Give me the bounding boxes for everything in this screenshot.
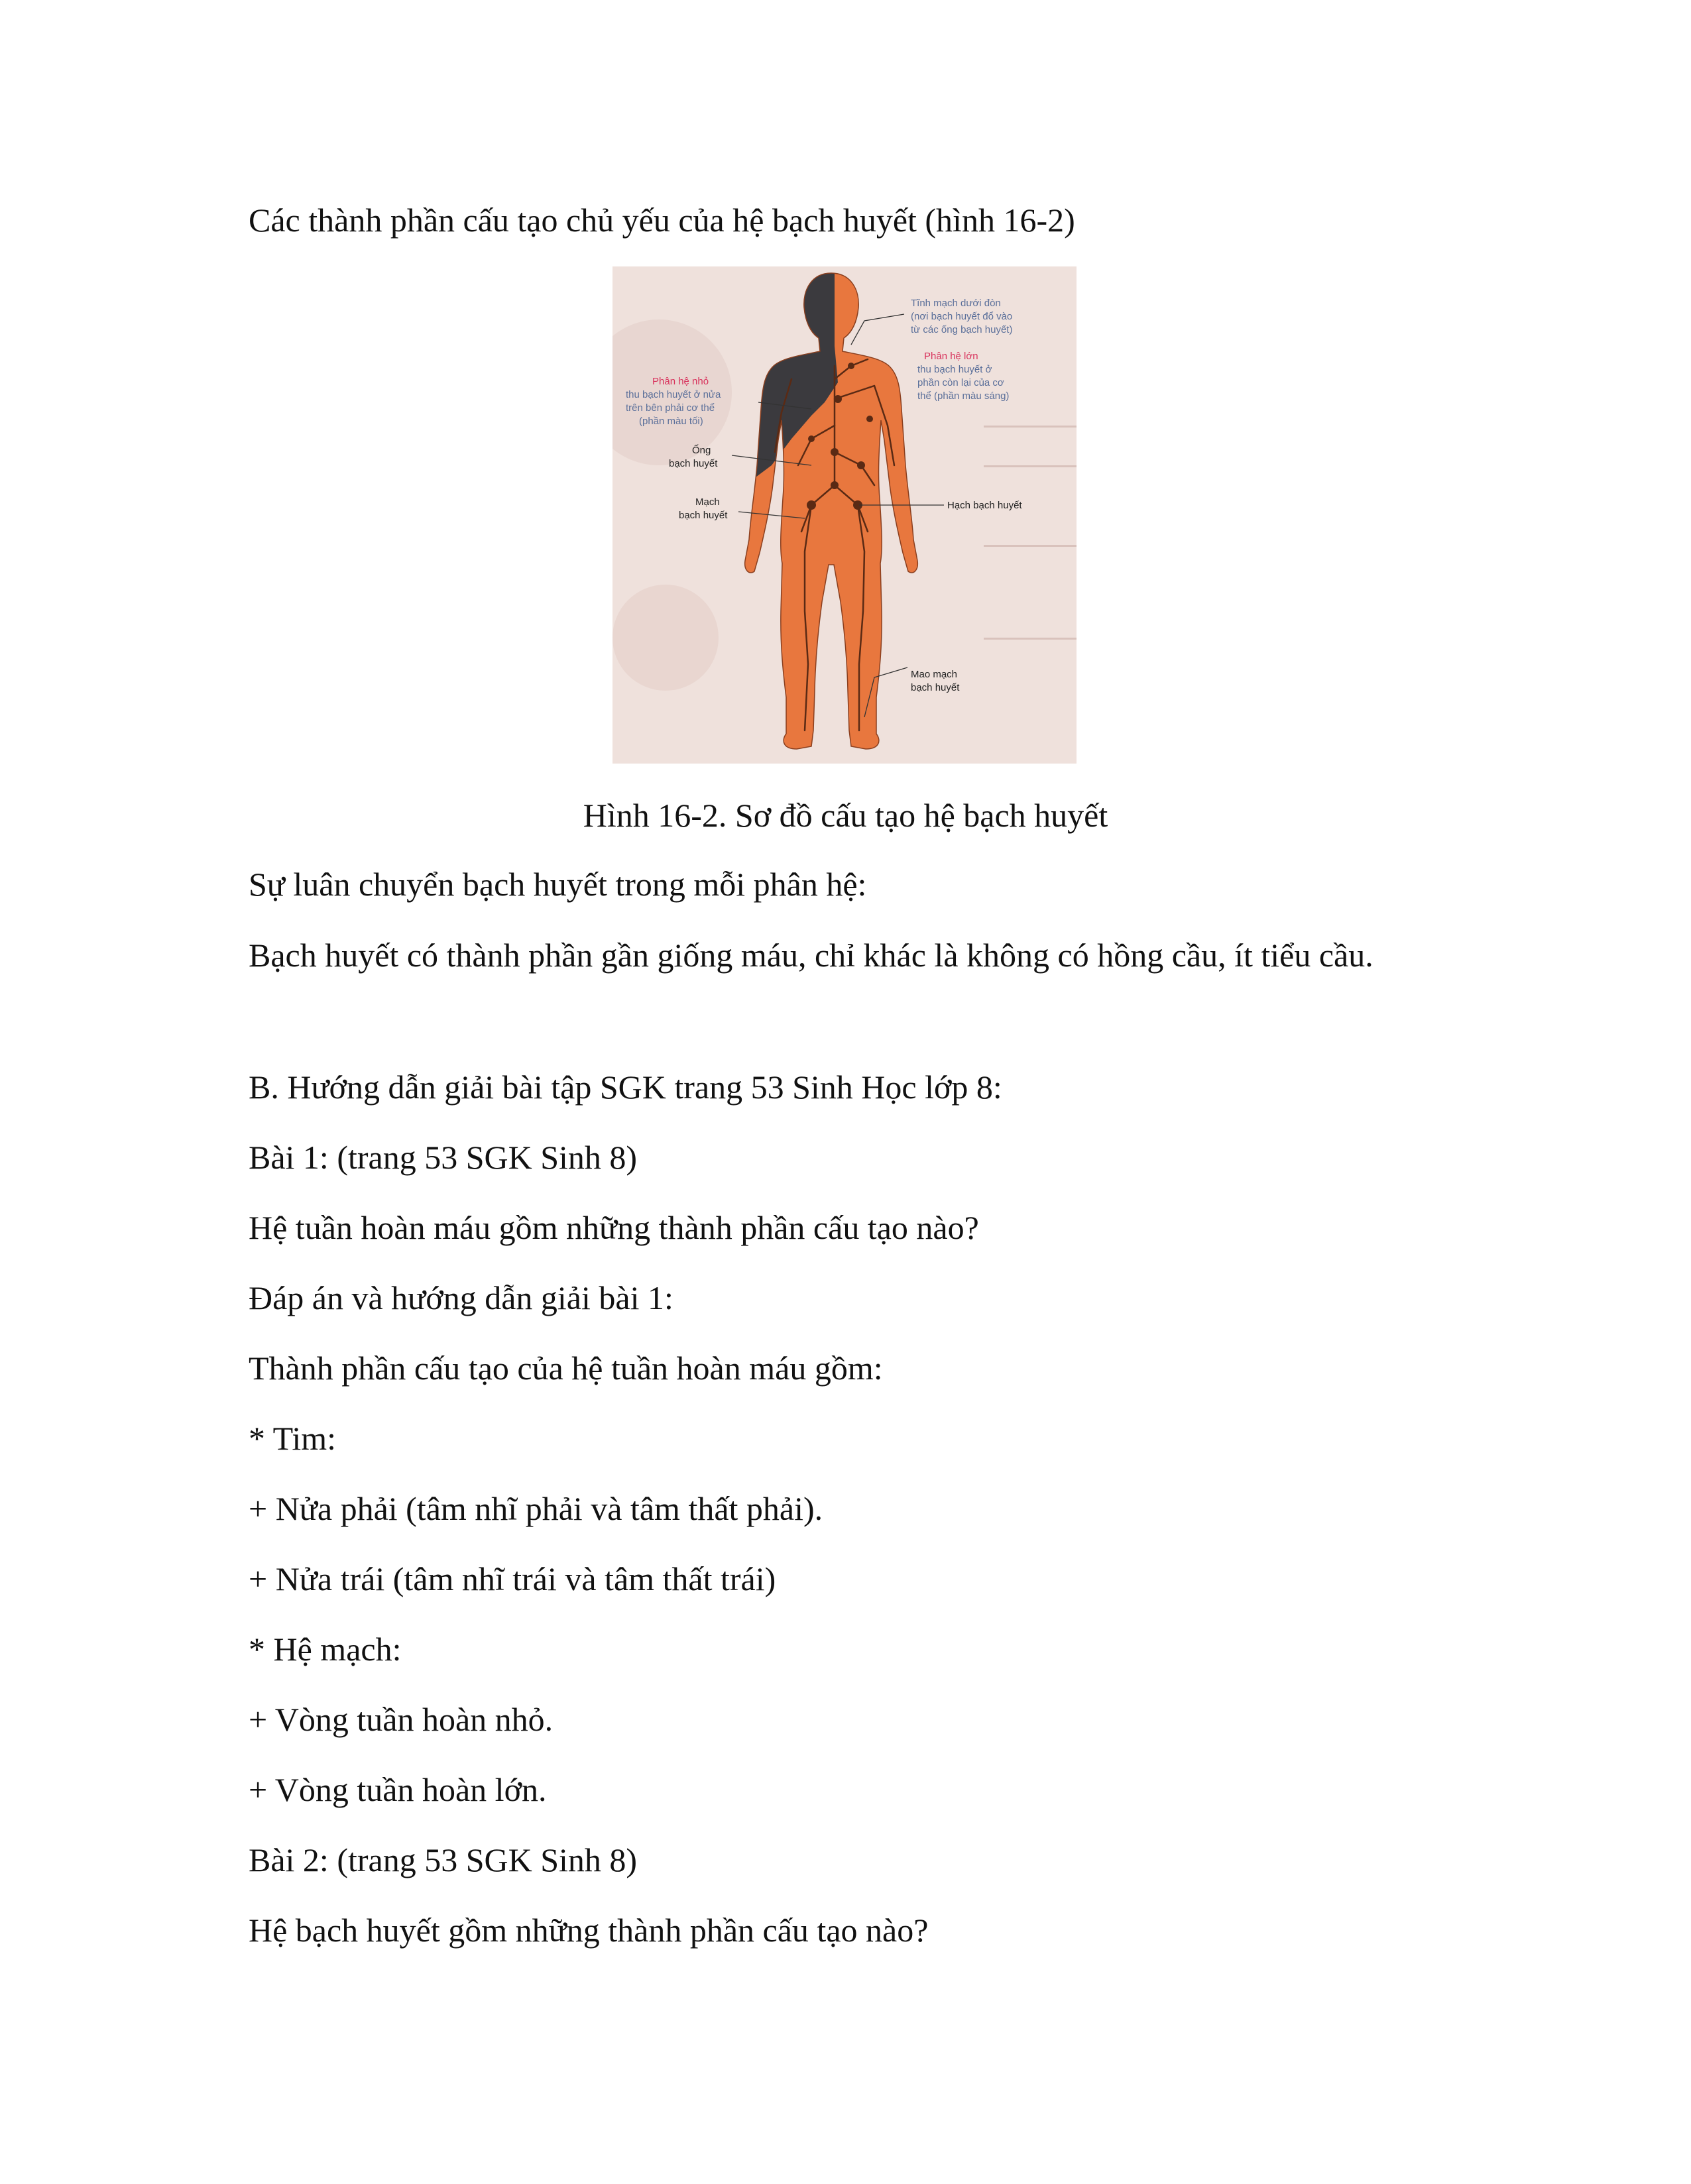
svg-text:Phân hệ lớn [924,351,978,362]
lymphatic-system-figure [612,266,1077,764]
svg-text:thu bạch huyết ở phần [917,364,1009,402]
label-large-system-title: Phân hệ lớn [924,351,978,362]
label-small-system-4: (phần màu tối) [639,416,703,427]
label-node: Hạch bạch huyết [947,500,1022,511]
label-vessel-1: Mạch [695,496,720,508]
answer-right-half: + Nửa phải (tâm nhĩ phải và tâm thất phải). [249,1490,823,1527]
exercise-2-question: Hệ bạch huyết gồm những thành phần cấu tạo nào? [249,1912,929,1949]
lymphatic-body-diagram [612,266,1077,764]
figure-caption: Hình 16-2. Sơ đồ cấu tạo hệ bạch huyết [583,797,1108,834]
svg-text:Phân hệ nhỏ [652,376,709,387]
exercise-2-heading: Bài 2: (trang 53 SGK Sinh 8) [249,1841,638,1878]
label-subclavian-2: (nơi bạch huyết đổ vào [911,311,1013,322]
label-small-system-2: thu bạch huyết ở nửa [626,389,721,400]
exercise-1-heading: Bài 1: (trang 53 SGK Sinh 8) [249,1139,638,1176]
exercise-1-question: Hệ tuần hoàn máu gồm những thành phần cấu tạo nào? [249,1209,979,1246]
svg-text:Hạch bạch huyết [947,500,1022,511]
label-large-system-2: thu bạch huyết ở [917,364,992,375]
label-large-system-3: phần còn lại của cơ [917,377,1004,388]
intro-paragraph: Các thành phần cấu tạo chủ yếu của hệ bạch huyết (hình 16-2) [249,201,1075,239]
label-duct-1: Ống [692,445,711,456]
label-small-system-title: Phân hệ nhỏ [652,376,709,387]
label-duct-2: bạch huyết [669,458,718,469]
svg-text:Mao mạch bạch huyết [911,669,960,693]
paragraph-1: Sự luân chuyển bạch huyết trong mỗi phân hệ: [249,866,867,903]
exercise-1-answer-heading: Đáp án và hướng dẫn giải bài 1: [249,1279,673,1316]
svg-text:Mạch bạch huyết [679,496,728,521]
label-vessel-2: bạch huyết [679,510,728,521]
label-capillary-1: Mao mạch [911,669,958,680]
answer-left-half: + Nửa trái (tâm nhĩ trái và tâm thất trái) [249,1560,776,1597]
label-small-system-3: trên bên phải cơ thể [626,402,715,414]
label-subclavian-3: từ các ống bạch huyết) [911,324,1013,335]
paragraph-2: Bạch huyết có thành phần gần giống máu, chỉ khác là không có hồng cầu, ít tiểu cầu. [249,937,1373,974]
answer-heart-heading: * Tim: [249,1420,337,1457]
answer-intro: Thành phần cấu tạo của hệ tuần hoàn máu gồm: [249,1350,883,1387]
label-subclavian-1: Tĩnh mạch dưới đòn [911,298,1001,309]
svg-text:Tĩnh mạch dưới đòn (nơ [911,298,1015,335]
answer-systemic-circulation: + Vòng tuần hoàn lớn. [249,1771,547,1808]
label-large-system-4: thể (phần màu sáng) [917,390,1010,402]
section-heading-b: B. Hướng dẫn giải bài tập SGK trang 53 Sinh Học lớp 8: [249,1068,1002,1106]
label-capillary-2: bạch huyết [911,682,960,693]
answer-vessels-heading: * Hệ mạch: [249,1631,402,1668]
answer-pulmonary-circulation: + Vòng tuần hoàn nhỏ. [249,1701,554,1738]
